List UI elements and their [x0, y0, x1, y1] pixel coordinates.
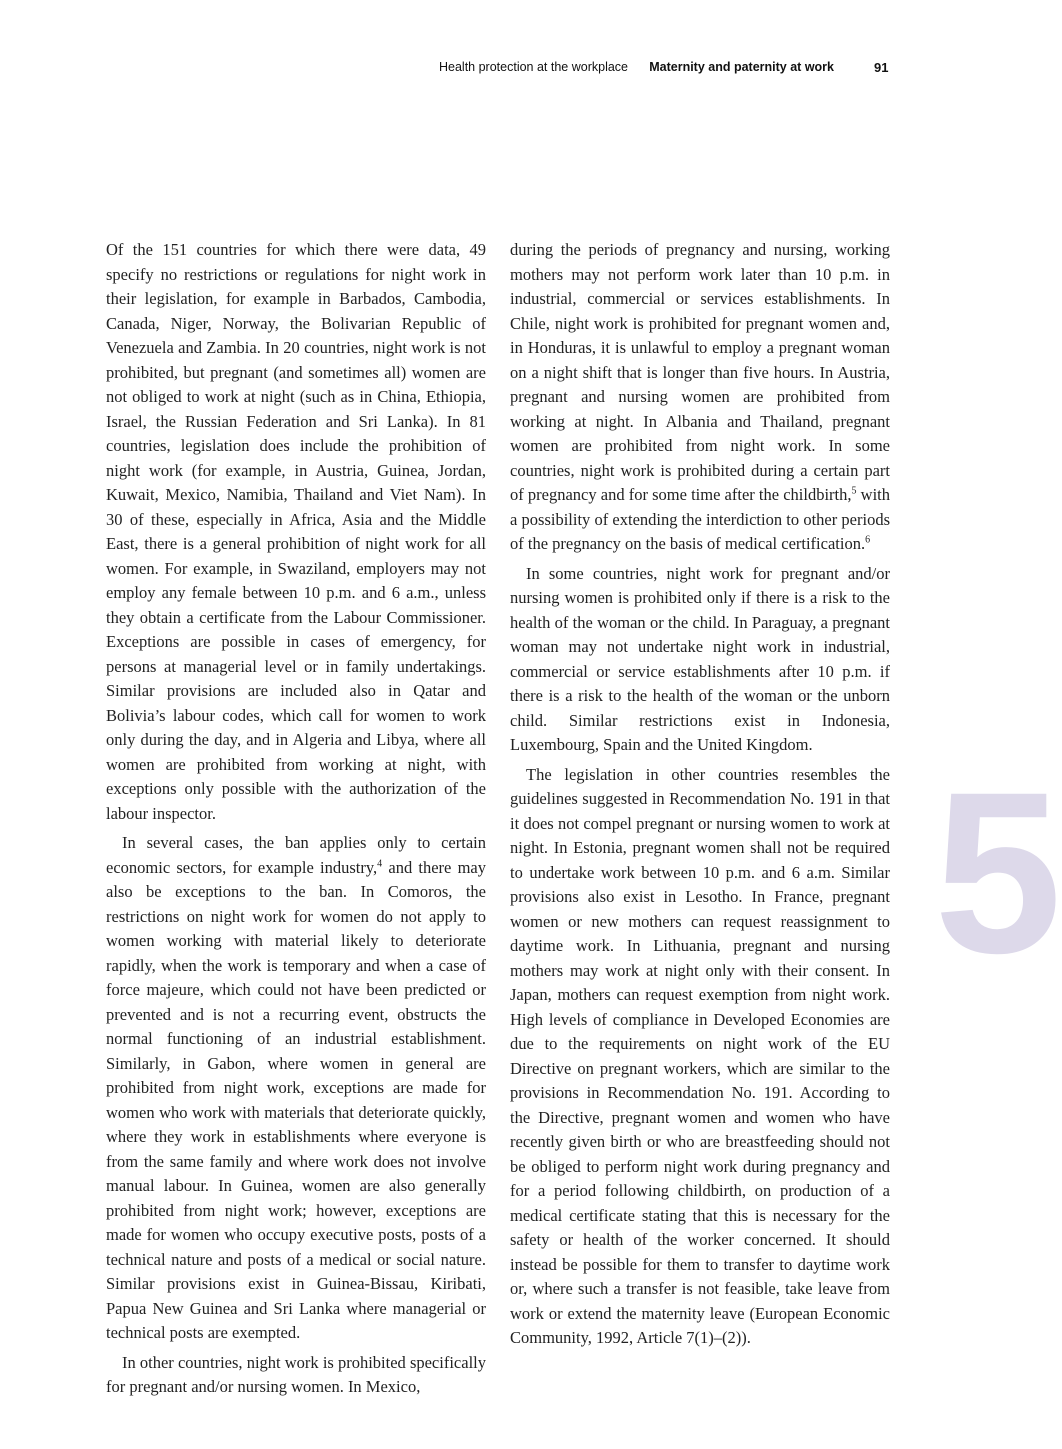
paragraph: In other countries, night work is prohibited specifically for pregnant and/or nursing women. In Mexico, — [106, 1352, 486, 1396]
paragraph: In some countries, night work for pregnant and/or nursing women is prohibited only if there is a risk to the health of the woman or the child. In Paraguay, a pregnant woman may not undertake night work in industrial, commercial or service establishments after 10 p.m. if there is a risk to the health of the woman or the unborn child. Similar restrictions exist in Indonesia, Luxembourg, Spain and the United Kingdom. — [510, 563, 890, 754]
paragraph — [510, 238, 890, 557]
paragraph — [106, 831, 486, 1346]
paragraph-text: and there may also be exceptions to the ban. In Comoros, the restrictions on night work for women do not apply to women working with material likely to deteriorate rapidly, when the work is temporary and when a case of force majeure, which could not have been predicted or prevented and is not a recurring event, obstructs the normal functioning of an industrial establishment. Similarly, in Gabon, where women in general are prohibited from night work, exceptions are made for women who work with materials that deteriorate quickly, where they work in establishments where everyone is from the same family and where work does not involve manual labour. In Guinea, women are also generally prohibited from night work; however, exceptions are made for women who occupy executive posts, posts of a technical nature and posts of a medical or social nature. Similar provisions exist in Guinea-Bissau, Kiribati, Papua New Guinea and Sri Lanka where managerial or technical posts are exempted. — [106, 857, 486, 1342]
left-column — [106, 238, 486, 1400]
paragraph-text: with a possibility of extending the interdiction to other periods of the pregnancy on the basis of medical certification. — [510, 485, 890, 553]
header-chapter-title: Maternity and paternity at work — [649, 60, 834, 74]
footnote-ref[interactable]: 6 — [865, 534, 871, 546]
chapter-number-marker: 5 — [934, 744, 1062, 1001]
paragraph: The legislation in other countries resembles the guidelines suggested in Recommendation No. 191 in that it does not compel pregnant or nursing women to work at night. In Estonia, pregnant women shall not be required to undertake work between 10 p.m. and 6 a.m. Similar provisions also exist in Lesotho. In France, pregnant women or new mothers can request reassignment to daytime work. In Lithuania, pregnant and nursing mothers may work at night only with their consent. In Japan, mothers can request exemption from night work. High levels of compliance in Developed Economies are due to the requirements on night work of the EU Directive on pregnant workers, which are similar to the provisions in Recommendation No. 191. According to the Directive, pregnant women and women who have recently given birth or who are breastfeeding should not be obliged to perform night work during pregnancy and for a period following childbirth, on production of a medical certificate stating that this is necessary for the safety or health of the worker concerned. It should instead be possible for them to transfer to daytime work or, where such a transfer is not feasible, take leave from work or extend the maternity leave (European Economic Community, 1992, Article 7(1)–(2)). — [510, 764, 890, 1347]
running-header — [0, 60, 1024, 80]
header-section-title: Health protection at the workplace — [439, 60, 628, 74]
right-column — [510, 238, 890, 1351]
paragraph-text: In several cases, the ban applies only to certain economic sectors, for example industry, — [106, 833, 486, 877]
paragraph: Of the 151 countries for which there were data, 49 specify no restrictions or regulations for night work in their legislation, for example in Barbados, Cambodia, Canada, Niger, Norway, the Bolivarian Republic of Venezuela and Zambia. In 20 countries, night work is not prohibited, but pregnant (and sometimes all) women are not obliged to work at night (such as in China, Ethiopia, Israel, the Russian Federation and Sri Lanka). In 81 countries, legislation does include the prohibition of night work (for example, in Austria, Guinea, Jordan, Kuwait, Mexico, Namibia, Thailand and Viet Nam). In 30 of these, especially in Africa, Asia and the Middle East, there is a general prohibition of night work for all women. For example, in Swaziland, employers may not employ any female between 10 p.m. and 6 a.m., unless they obtain a certificate from the Labour Commissioner. Exceptions are possible in cases of emergency, for persons at managerial level or in family undertakings. Similar provisions are included also in Qatar and Bolivia’s labour codes, which call for women to work only during the day, and in Algeria and Libya, where all women are prohibited from working at night, with exceptions only possible with the authorization of the labour inspector. — [106, 240, 486, 823]
page-number: 91 — [874, 60, 889, 75]
footnote-ref[interactable]: 4 — [377, 858, 383, 869]
footnote-ref[interactable]: 5 — [851, 485, 857, 497]
paragraph-text: during the periods of pregnancy and nursing, working mothers may not perform work later than 10 p.m. in industrial, commercial or services establishments. In Chile, night work is prohibited for pregnant women and, in Honduras, it is unlawful to employ a pregnant woman on a night shift that is longer than five hours. In Austria, pregnant and nursing women are prohibited from working at night. In Albania and Thailand, pregnant women are prohibited from night work. In some countries, night work is prohibited during a certain part of pregnancy and for some time after the childbirth, — [510, 240, 890, 504]
